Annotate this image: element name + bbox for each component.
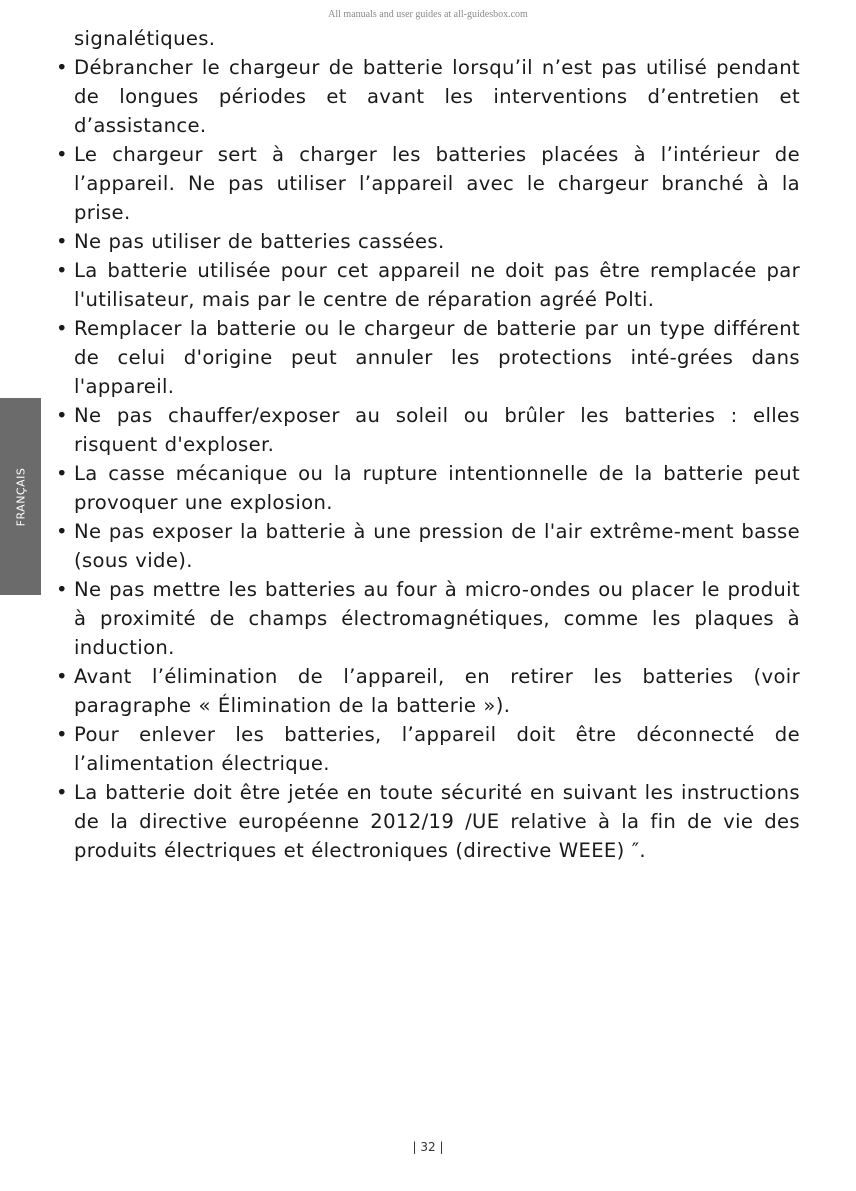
list-item xyxy=(56,256,800,314)
list-item-text: La batterie doit être jetée en toute sécurité en suivant les instructions de la directive européenne 2012/19 /UE relative à la fin de vie des produits électriques et électroniques (directive WEEE) ″. xyxy=(74,781,800,862)
list-item xyxy=(56,459,800,517)
bullet-icon: • xyxy=(56,230,68,253)
language-side-tab xyxy=(0,398,41,595)
bullet-icon: • xyxy=(56,143,68,166)
list-item-text: La casse mécanique ou la rupture intentionnelle de la batterie peut provoquer une explosion. xyxy=(74,462,800,514)
list-item xyxy=(56,140,800,227)
bullet-icon: • xyxy=(56,317,68,340)
bullet-icon: • xyxy=(56,404,68,427)
list-item xyxy=(56,778,800,865)
list-item xyxy=(56,401,800,459)
bullet-icon: • xyxy=(56,56,68,79)
list-item-text: Remplacer la batterie ou le chargeur de batterie par un type différent de celui d'origine peut annuler les protections inté-grées dans l'appareil. xyxy=(74,317,800,398)
bullet-icon: • xyxy=(56,462,68,485)
list-item xyxy=(56,517,800,575)
bullet-icon: • xyxy=(56,520,68,543)
bullet-icon: • xyxy=(56,723,68,746)
list-item-text: Le chargeur sert à charger les batteries placées à l’intérieur de l’appareil. Ne pas utiliser l’appareil avec le chargeur branché à la prise. xyxy=(74,143,800,224)
bullet-icon: • xyxy=(56,578,68,601)
list-item xyxy=(56,314,800,401)
list-item xyxy=(56,53,800,140)
bullet-icon: • xyxy=(56,259,68,282)
continuation-text: signalétiques. xyxy=(74,27,216,50)
list-item xyxy=(56,227,800,256)
list-item-text: Avant l’élimination de l’appareil, en retirer les batteries (voir paragraphe « Élimination de la batterie »). xyxy=(74,665,800,717)
list-item xyxy=(56,720,800,778)
list-item-text: Ne pas utiliser de batteries cassées. xyxy=(74,230,445,253)
list-item xyxy=(56,662,800,720)
page-number: | 32 | xyxy=(412,1140,444,1154)
watermark-text: All manuals and user guides at all-guidesbox.com xyxy=(328,9,528,20)
list-item-text: Débrancher le chargeur de batterie lorsqu’il n’est pas utilisé pendant de longues périodes et avant les interventions d’entretien et d’assistance. xyxy=(74,56,800,137)
list-item-text: Ne pas exposer la batterie à une pression de l'air extrême-ment basse (sous vide). xyxy=(74,520,800,572)
list-item-text: Ne pas mettre les batteries au four à micro-ondes ou placer le produit à proximité de champs électromagnétiques, comme les plaques à induction. xyxy=(74,578,800,659)
list-item-text: La batterie utilisée pour cet appareil ne doit pas être remplacée par l'utilisateur, mais par le centre de réparation agréé Polti. xyxy=(74,259,800,311)
list-item-text: Pour enlever les batteries, l’appareil doit être déconnecté de l’alimentation électrique. xyxy=(74,723,800,775)
safety-instructions xyxy=(56,24,800,865)
bullet-icon: • xyxy=(56,781,68,804)
bullet-icon: • xyxy=(56,665,68,688)
side-tab-label: FRANÇAIS xyxy=(14,467,27,526)
list-item xyxy=(56,575,800,662)
list-item-text: Ne pas chauffer/exposer au soleil ou brûler les batteries : elles risquent d'exploser. xyxy=(74,404,800,456)
bullet-list xyxy=(56,53,800,865)
